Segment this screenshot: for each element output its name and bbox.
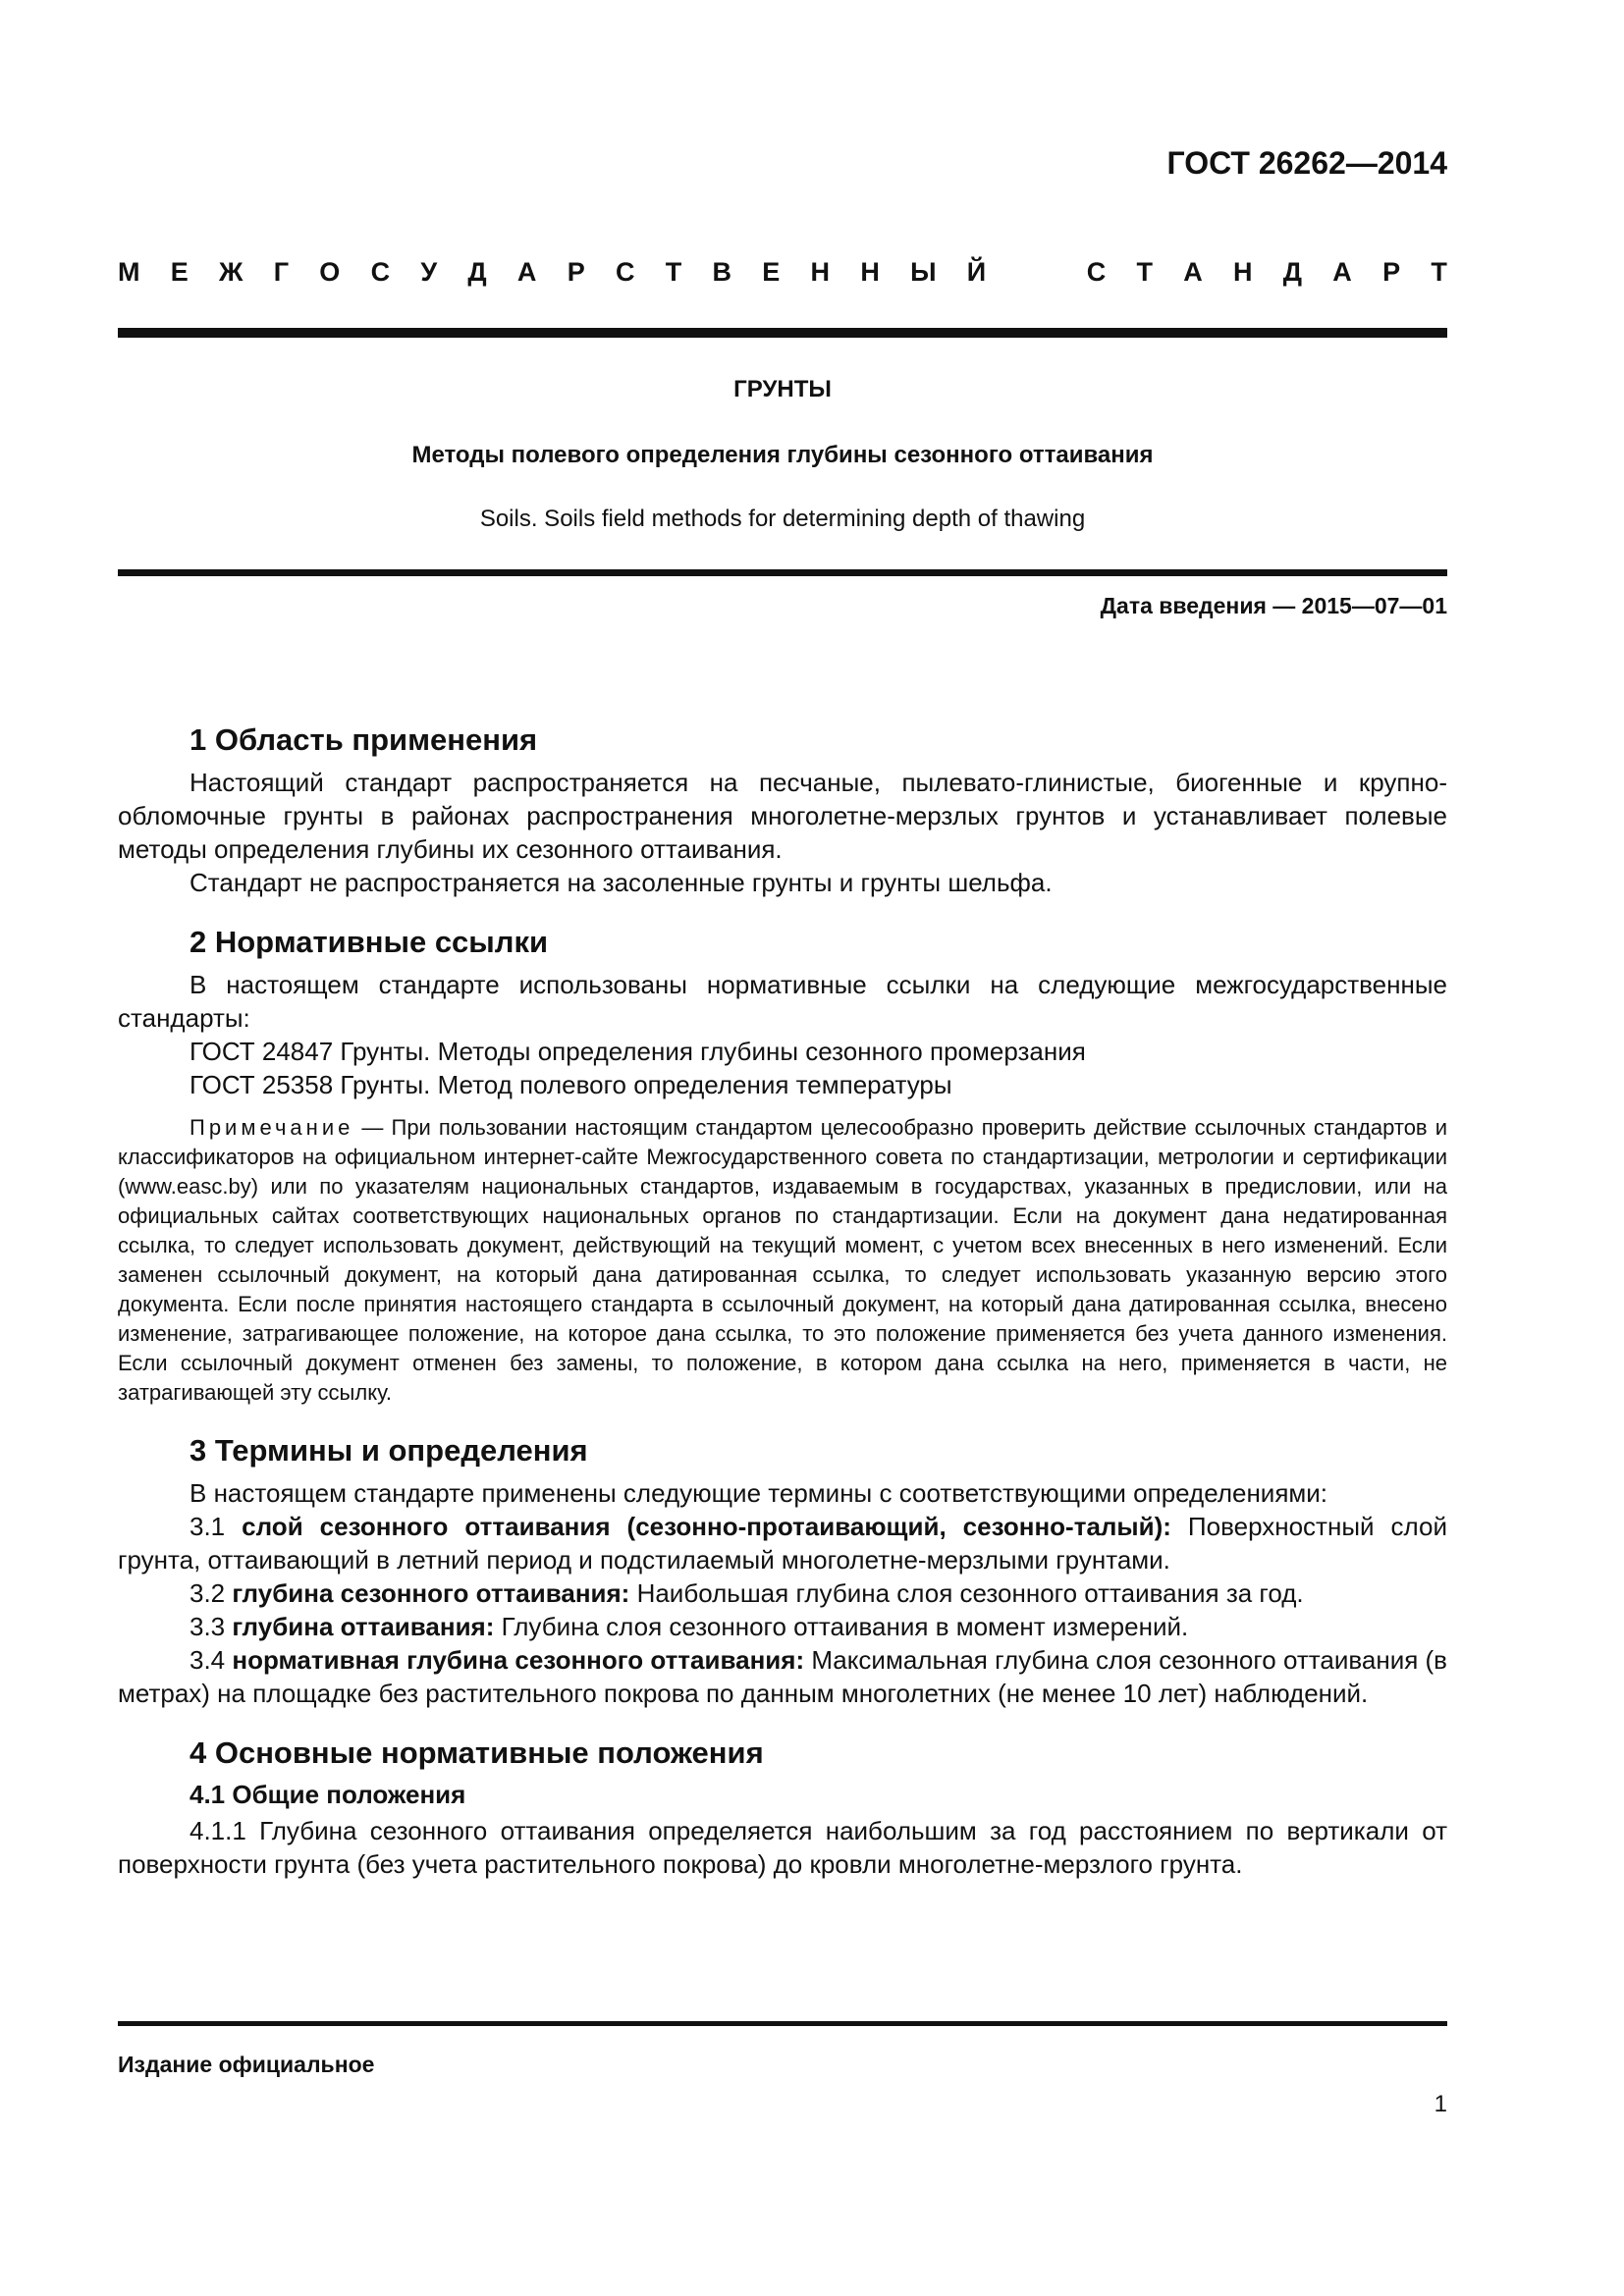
section-heading: 3 Термины и определения: [189, 1433, 588, 1468]
term-number: 3.3: [189, 1612, 233, 1641]
page-number: 1: [1434, 2091, 1447, 2117]
kind-letter: А: [1183, 257, 1203, 287]
kind-letter: С: [370, 257, 391, 287]
kind-letter: Д: [467, 257, 487, 287]
term-text: Глубина слоя сезонного оттаивания в момент измерений.: [494, 1612, 1189, 1641]
kind-letter: Н: [810, 257, 831, 287]
official-edition-label: Издание официальное: [118, 2052, 375, 2077]
term-name: нормативная глубина сезонного оттаивания:: [232, 1645, 805, 1675]
kind-letter: В: [712, 257, 731, 287]
introduction-date: Дата введения — 2015—07—01: [1100, 593, 1447, 618]
section-scope: [118, 721, 1447, 899]
standard-number: ГОСТ 26262—2014: [1166, 145, 1447, 181]
document-title-english: Soils. Soils field methods for determining depth of thawing: [479, 506, 1086, 532]
kind-letter: С: [615, 257, 635, 287]
paragraph: Стандарт не распространяется на засоленные грунты и грунты шельфа.: [189, 868, 1053, 897]
kind-letter: М: [118, 257, 140, 287]
note-text: — При пользовании настоящим стандартом целесообразно проверить действие ссылочных стандартов и классификаторов на официальном интернет-сайте Межгосударственного совета по стандартизации, метрологии и сертификации (www.easc.by) или по указателям национальных стандартов, издаваемым в государствах, указанных в предисловии, или на официальных сайтах соответствующих национальных органов по стандартизации. Если на документ дана недатированная ссылка, то следует использовать документ, действующий на текущий момент, с учетом всех внесенных в него изменений. Если заменен ссылочный документ, на который дана датированная ссылка, то следует использовать указанную версию этого документа. Если после принятия настоящего стандарта в ссылочный документ, на который дана датированная ссылка, внесено изменение, затрагивающее положение, на которое дана ссылка, то это положение применяется без учета данного изменения. Если ссылочный документ отменен без замены, то положение, в котором дана ссылка на него, применяется в части, не затрагивающей эту ссылку.: [118, 1115, 1447, 1405]
term-name: глубина сезонного оттаивания:: [232, 1578, 630, 1608]
paragraph: В настоящем стандарте использованы нормативные ссылки на следующие межгосударственные стандарты:: [118, 970, 1447, 1033]
section-heading: 1 Область применения: [189, 722, 538, 757]
term-text: Поверхностный слой грунта, оттаивающий в летний период и подстилаемый многолетне-мерзлыми грунтами.: [118, 1512, 1447, 1575]
term-definition: [118, 1576, 1447, 1610]
kind-letter: Т: [1431, 257, 1447, 287]
title-rule: [118, 569, 1447, 576]
footer-rule: [118, 2021, 1447, 2026]
term-number: 3.1: [189, 1512, 243, 1541]
reference-item: ГОСТ 24847 Грунты. Методы определения глубины сезонного промерзания: [189, 1037, 1086, 1066]
paragraph: Настоящий стандарт распространяется на песчаные, пылевато-глинистые, биогенные и крупнообломочные грунты в районах распространения многолетне-мерзлых грунтов и устанавливает полевые методы определения глубины их сезонного оттаивания.: [118, 768, 1447, 864]
header-rule: [118, 328, 1447, 338]
section-normative-references: [118, 923, 1447, 1408]
kind-letter: Ы: [910, 257, 937, 287]
note: [118, 1113, 1447, 1408]
kind-letter: Ж: [219, 257, 244, 287]
subsection-heading: 4.1 Общие положения: [189, 1780, 466, 1809]
term-text: Наибольшая глубина слоя сезонного оттаивания за год.: [629, 1578, 1304, 1608]
term-name: глубина оттаивания:: [232, 1612, 495, 1641]
note-label: Примечание: [189, 1115, 354, 1140]
reference-item: ГОСТ 25358 Грунты. Метод полевого определения температуры: [189, 1070, 952, 1099]
kind-letter: Д: [1282, 257, 1303, 287]
section-heading: 4 Основные нормативные положения: [189, 1735, 764, 1770]
kind-letter: Н: [1233, 257, 1253, 287]
kind-letter: Р: [567, 257, 585, 287]
section-heading: 2 Нормативные ссылки: [189, 925, 549, 959]
kind-letter: О: [319, 257, 341, 287]
kind-letter: А: [1332, 257, 1352, 287]
section-terms: [118, 1431, 1447, 1710]
kind-word-gap: [1016, 257, 1056, 288]
document-body: [118, 721, 1447, 1904]
kind-letter: Т: [1136, 257, 1153, 287]
document-title: ГРУНТЫ: [733, 376, 832, 402]
kind-letter: Е: [762, 257, 781, 287]
kind-letter: Е: [170, 257, 189, 287]
kind-letter: А: [516, 257, 537, 287]
kind-letter: У: [420, 257, 438, 287]
document-subtitle: Методы полевого определения глубины сезонного оттаивания: [411, 442, 1154, 468]
term-definition: [118, 1510, 1447, 1576]
paragraph: В настоящем стандарте применены следующие термины с соответствующими определениями:: [189, 1478, 1328, 1508]
paragraph: 4.1.1 Глубина сезонного оттаивания определяется наибольшим за год расстоянием по вертикали от поверхности грунта (без учета растительного покрова) до кровли многолетне-мерзлого грунта.: [118, 1816, 1447, 1879]
kind-letter: Г: [273, 257, 290, 287]
term-definition: [118, 1610, 1447, 1643]
term-name: слой сезонного оттаивания (сезонно-протаивающий, сезонно-талый):: [242, 1512, 1171, 1541]
kind-letter: Т: [665, 257, 682, 287]
term-number: 3.2: [189, 1578, 233, 1608]
kind-letter: Й: [966, 257, 987, 287]
term-number: 3.4: [189, 1645, 233, 1675]
term-text: Максимальная глубина слоя сезонного оттаивания (в метрах) на площадке без растительного покрова по данным многолетних (не менее 10 лет) наблюдений.: [118, 1645, 1447, 1708]
kind-letter: С: [1086, 257, 1107, 287]
standard-kind-heading: [118, 257, 1447, 288]
kind-letter: Р: [1382, 257, 1401, 287]
kind-letter: Н: [860, 257, 880, 287]
section-basic-provisions: [118, 1734, 1447, 1881]
term-definition: [118, 1643, 1447, 1710]
